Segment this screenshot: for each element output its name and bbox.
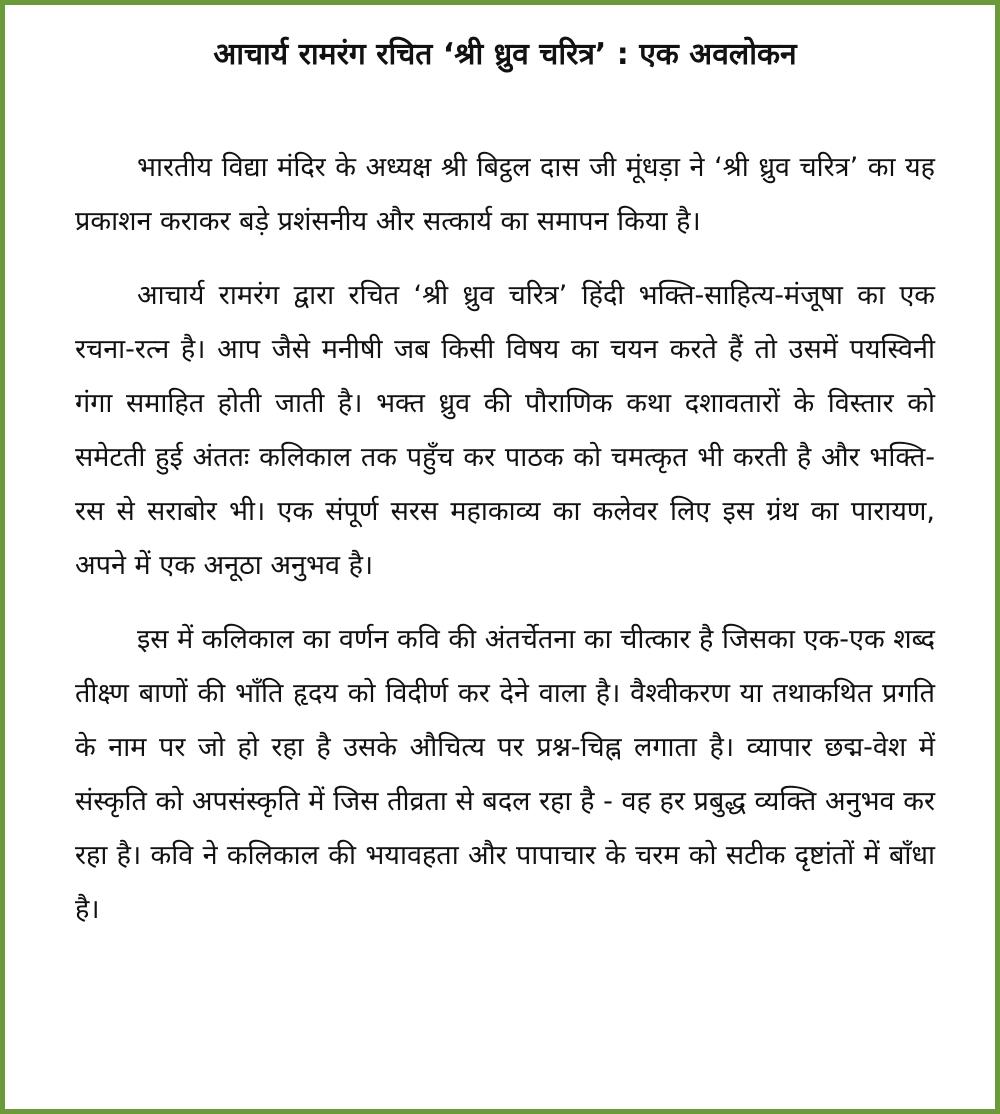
document-body — [75, 29, 935, 937]
paragraph-kalikaal: इस में कलिकाल का वर्णन कवि की अंतर्चेतना का चीत्कार है जिसका एक-एक शब्द तीक्ष्ण बाणों की भाँति हृदय को विदीर्ण कर देने वाला है। वैश्वीकरण या तथाकथित प्रगति के नाम पर जो हो रहा है उसके औचित्य पर प्रश्न-चिह्न लगाता है। व्यापार छद्म-वेश में संस्कृति को अपसंस्कृति में जिस तीव्रता से बदल रहा है - वह हर प्रबुद्ध व्यक्ति अनुभव कर रहा है। कवि ने कलिकाल की भयावहता और पापाचार के चरम को सटीक दृष्टांतों में बाँधा है। — [75, 624, 935, 925]
paragraph-review: आचार्य रामरंग द्वारा रचित ‘श्री ध्रुव चरित्र’ हिंदी भक्ति-साहित्य-मंजूषा का एक रचना-रत्न है। आप जैसे मनीषी जब किसी विषय का चयन करते हैं तो उसमें पयस्विनी गंगा समाहित होती जाती है। भक्त ध्रुव की पौराणिक कथा दशावतारों के विस्तार को समेटती हुई अंततः कलिकाल तक पहुँच कर पाठक को चमत्कृत भी करती है और भक्ति-रस से सराबोर भी। एक संपूर्ण सरस महाकाव्य का कलेवर लिए इस ग्रंथ का पारायण, अपने में एक अनूठा अनुभव है। — [75, 280, 935, 581]
document-title: आचार्य रामरंग रचित ‘श्री ध्रुव चरित्र’ : एक अवलोकन — [213, 37, 797, 72]
paragraph-introduction: भारतीय विद्या मंदिर के अध्यक्ष श्री बिट्ठल दास जी मूंधड़ा ने ‘श्री ध्रुव चरित्र’ का यह प्रकाशन कराकर बड़े प्रशंसनीय और सत्कार्य का समापन किया है। — [75, 152, 935, 237]
